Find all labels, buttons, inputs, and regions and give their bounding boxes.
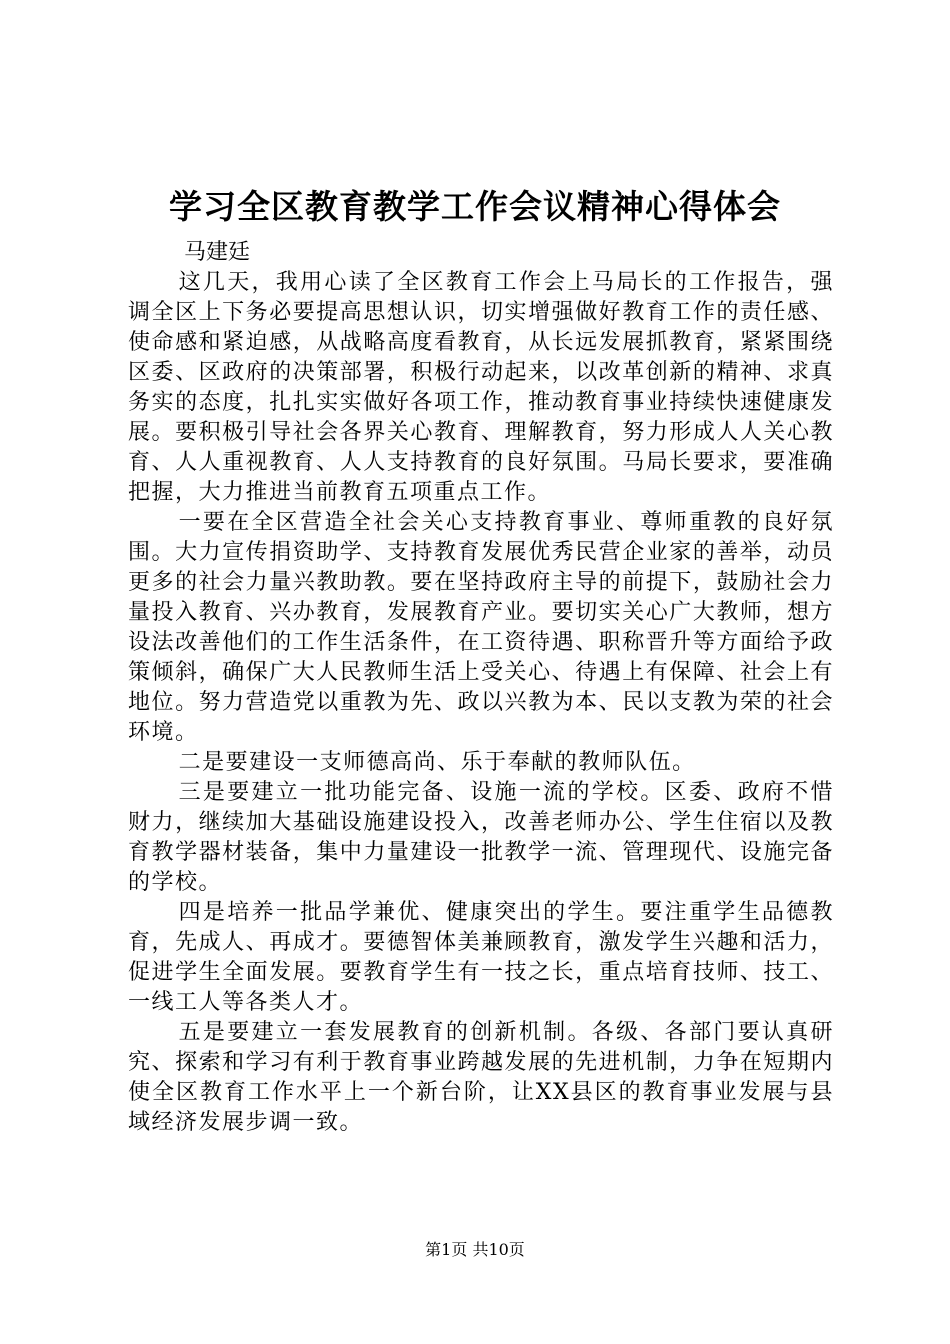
paragraph-point-one: 一要在全区营造全社会关心支持教育事业、尊师重教的良好氛围。大力宣传捐资助学、支持教育发展优秀民营企业家的善举，动员更多的社会力量兴教助教。要在坚持政府主导的前提下，鼓励社会力量投入教育、兴办教育，发展教育产业。要切实关心广大教师，想方设法改善他们的工作生活条件，在工资待遇、职称晋升等方面给予政策倾斜，确保广大人民教师生活上受关心、待遇上有保障、社会上有地位。努力营造党以重教为先、政以兴教为本、民以支教为荣的社会环境。 <box>128 510 834 745</box>
paragraph-intro: 这几天，我用心读了全区教育工作会上马局长的工作报告，强调全区上下务必要提高思想认识，切实增强做好教育工作的责任感、使命感和紧迫感，从战略高度看教育，从长远发展抓教育，紧紧围绕区委、区政府的决策部署，积极行动起来，以改革创新的精神、求真务实的态度，扎扎实实做好各项工作，推动教育事业持续快速健康发展。要积极引导社会各界关心教育、理解教育，努力形成人人关心教育、人人重视教育、人人支持教育的良好氛围。马局长要求，要准确把握，大力推进当前教育五项重点工作。 <box>128 270 834 505</box>
paragraph-point-two: 二是要建设一支师德高尚、乐于奉献的教师队伍。 <box>178 750 696 775</box>
document-body <box>128 268 834 1138</box>
paragraph-point-four: 四是培养一批品学兼优、健康突出的学生。要注重学生品德教育，先成人、再成才。要德智体美兼顾教育，激发学生兴趣和活力，促进学生全面发展。要教育学生有一技之长，重点培育技师、技工、一线工人等各类人才。 <box>128 900 834 1015</box>
document-author: 马建廷 <box>184 240 251 265</box>
paragraph-point-three: 三是要建立一批功能完备、设施一流的学校。区委、政府不惜财力，继续加大基础设施建设投入，改善老师办公、学生住宿以及教育教学器材装备，集中力量建设一批教学一流、管理现代、设施完备的学校。 <box>128 780 834 895</box>
page-number-footer: 第1页 共10页 <box>425 1240 525 1259</box>
paragraph-point-five: 五是要建立一套发展教育的创新机制。各级、各部门要认真研究、探索和学习有利于教育事业跨越发展的先进机制，力争在短期内使全区教育工作水平上一个新台阶，让XX县区的教育事业发展与县域经济发展步调一致。 <box>128 1020 834 1135</box>
document-title: 学习全区教育教学工作会议精神心得体会 <box>169 187 781 226</box>
